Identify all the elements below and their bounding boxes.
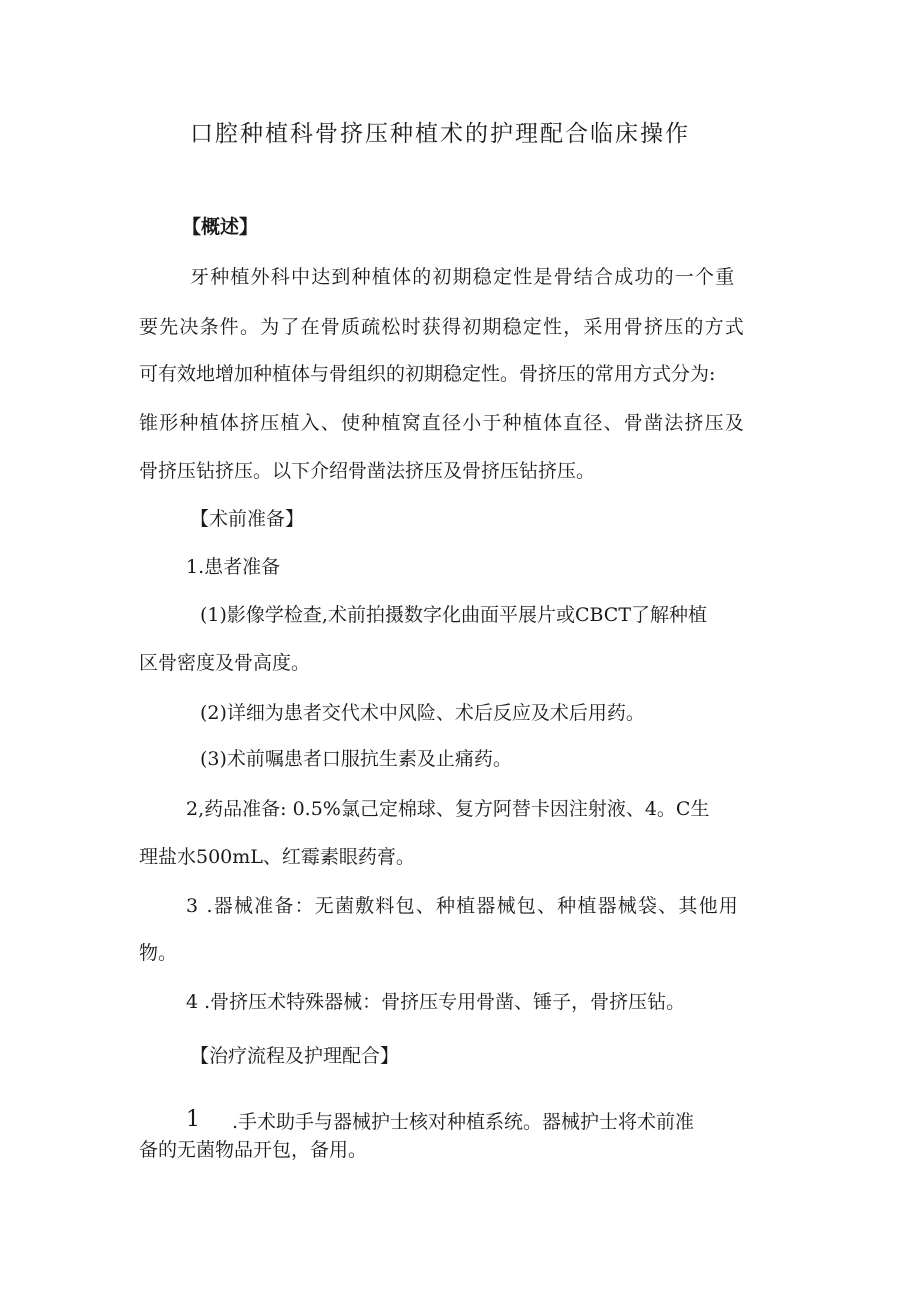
overview-line-4: 锥形种植体挤压植入、使种植窝直径小于种植体直径、骨凿法挤压及: [139, 412, 746, 434]
patient-prep-item-3: (3)术前嘱患者口服抗生素及止痛药。: [200, 748, 512, 770]
patient-prep-item-2: (2)详细为患者交代术中风险、术后反应及术后用药。: [200, 702, 645, 724]
instrument-prep-line-1: 3 .器械准备：无菌敷料包、种植器械包、种植器械袋、其他用: [186, 895, 739, 917]
patient-prep-label: 1.患者准备: [186, 556, 281, 578]
overview-line-1: 牙种植外科中达到种植体的初期稳定性是骨结合成功的一个重: [190, 266, 736, 288]
overview-line-5: 骨挤压钻挤压。以下介绍骨凿法挤压及骨挤压钻挤压。: [139, 460, 596, 482]
patient-prep-item-1-line-1: (1)影像学检查,术前拍摄数字化曲面平展片或CBCT了解种植: [200, 604, 708, 626]
overview-line-3: 可有效地增加种植体与骨组织的初期稳定性。骨挤压的常用方式分为:: [139, 363, 716, 385]
treatment-step-1-line-1: .手术助手与器械护士核对种植系统。器械护士将术前准: [232, 1111, 695, 1133]
special-instruments: 4 .骨挤压术特殊器械：骨挤压专用骨凿、锤子，骨挤压钻。: [186, 991, 686, 1013]
patient-prep-item-1-line-2: 区骨密度及骨高度。: [139, 652, 311, 674]
document-title: 口腔种植科骨挤压种植术的护理配合临床操作: [190, 121, 690, 147]
preop-heading: 【术前准备】: [190, 508, 305, 530]
treatment-step-1-number: 1: [186, 1107, 200, 1132]
drug-prep-line-1: 2,药品准备: 0.5%氯己定棉球、复方阿替卡因注射液、4。C生: [186, 798, 710, 820]
overview-heading: 【概述】: [182, 216, 259, 238]
drug-prep-line-2: 理盐水500mL、红霉素眼药膏。: [139, 846, 415, 868]
overview-line-2: 要先决条件。为了在骨质疏松时获得初期稳定性，采用骨挤压的方式: [139, 316, 746, 338]
instrument-prep-line-2: 物。: [139, 942, 178, 964]
treatment-heading: 【治疗流程及护理配合】: [190, 1045, 400, 1067]
treatment-step-1-line-2: 备的无菌物品开包，备用。: [139, 1139, 368, 1161]
